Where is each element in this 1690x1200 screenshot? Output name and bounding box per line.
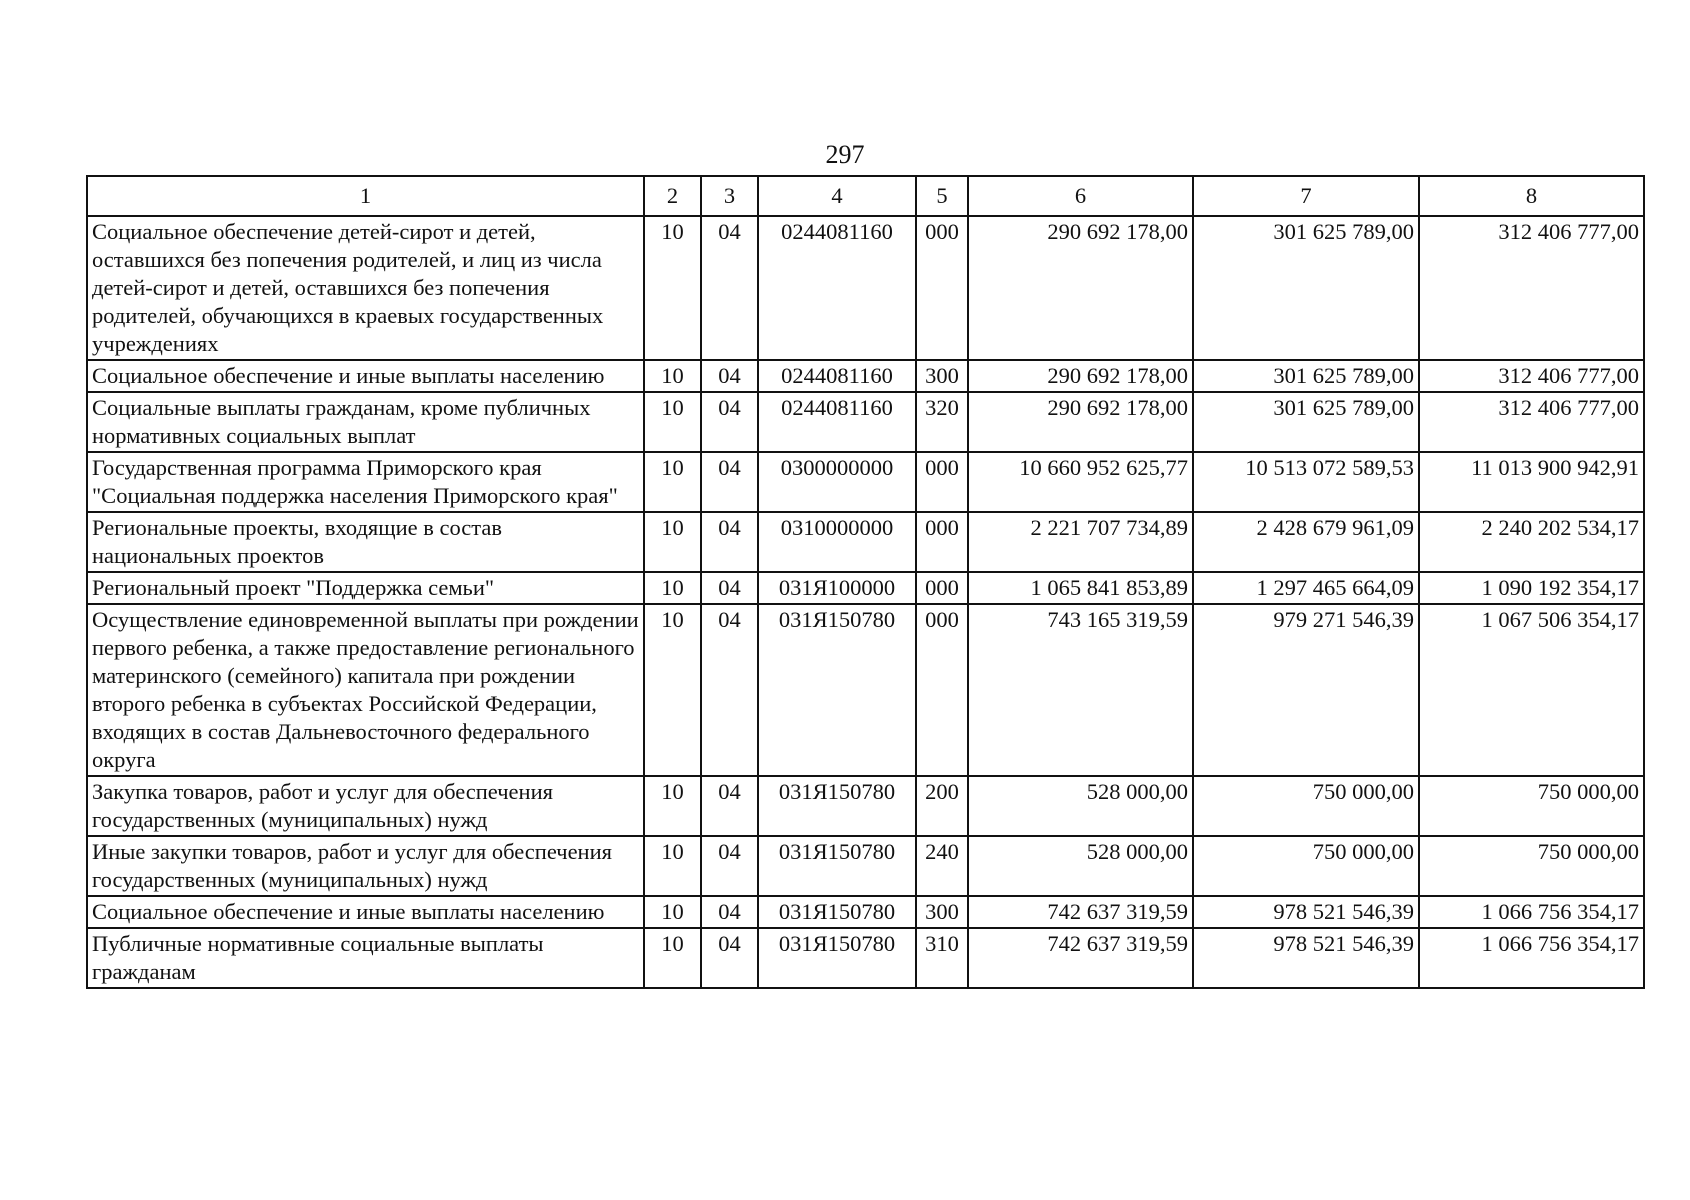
section-code: 10	[644, 392, 701, 452]
amount-col-6: 742 637 319,59	[968, 896, 1193, 928]
target-article-code: 0244081160	[758, 216, 916, 360]
target-article-code: 031Я150780	[758, 928, 916, 988]
amount-col-7: 979 271 546,39	[1193, 604, 1419, 776]
amount-col-8: 1 090 192 354,17	[1419, 572, 1644, 604]
table-row	[87, 512, 1644, 572]
table-row	[87, 896, 1644, 928]
section-code: 10	[644, 216, 701, 360]
section-code: 10	[644, 452, 701, 512]
amount-col-7: 978 521 546,39	[1193, 896, 1419, 928]
amount-col-8: 312 406 777,00	[1419, 392, 1644, 452]
table-row	[87, 928, 1644, 988]
table-row	[87, 776, 1644, 836]
target-article-code: 031Я150780	[758, 896, 916, 928]
section-code: 10	[644, 360, 701, 392]
expense-type-code: 000	[916, 512, 968, 572]
table-row	[87, 392, 1644, 452]
row-name: Социальное обеспечение и иные выплаты населению	[87, 896, 644, 928]
section-code: 10	[644, 776, 701, 836]
row-name: Осуществление единовременной выплаты при рождении первого ребенка, а также предоставление регионального материнского (семейного) капитала при рождении второго ребенка в субъектах Российской Федерации, входящих в состав Дальневосточного федерального округа	[87, 604, 644, 776]
amount-col-8: 1 066 756 354,17	[1419, 896, 1644, 928]
header-cell-6: 6	[968, 176, 1193, 216]
amount-col-6: 743 165 319,59	[968, 604, 1193, 776]
amount-col-7: 10 513 072 589,53	[1193, 452, 1419, 512]
amount-col-8: 750 000,00	[1419, 776, 1644, 836]
table-row	[87, 604, 1644, 776]
target-article-code: 0244081160	[758, 360, 916, 392]
target-article-code: 031Я150780	[758, 836, 916, 896]
amount-col-7: 301 625 789,00	[1193, 216, 1419, 360]
amount-col-8: 1 066 756 354,17	[1419, 928, 1644, 988]
row-name: Социальное обеспечение и иные выплаты населению	[87, 360, 644, 392]
target-article-code: 0310000000	[758, 512, 916, 572]
expense-type-code: 000	[916, 604, 968, 776]
table-row	[87, 836, 1644, 896]
header-cell-2: 2	[644, 176, 701, 216]
expense-type-code: 000	[916, 452, 968, 512]
header-cell-3: 3	[701, 176, 758, 216]
header-cell-5: 5	[916, 176, 968, 216]
amount-col-6: 290 692 178,00	[968, 360, 1193, 392]
target-article-code: 0300000000	[758, 452, 916, 512]
header-row	[87, 176, 1644, 216]
amount-col-8: 1 067 506 354,17	[1419, 604, 1644, 776]
section-code: 10	[644, 512, 701, 572]
section-code: 10	[644, 572, 701, 604]
section-code: 10	[644, 836, 701, 896]
amount-col-8: 750 000,00	[1419, 836, 1644, 896]
amount-col-6: 2 221 707 734,89	[968, 512, 1193, 572]
row-name: Публичные нормативные социальные выплаты гражданам	[87, 928, 644, 988]
expense-type-code: 300	[916, 360, 968, 392]
header-cell-7: 7	[1193, 176, 1419, 216]
target-article-code: 0244081160	[758, 392, 916, 452]
row-name: Закупка товаров, работ и услуг для обеспечения государственных (муниципальных) нужд	[87, 776, 644, 836]
row-name: Региональный проект "Поддержка семьи"	[87, 572, 644, 604]
amount-col-7: 978 521 546,39	[1193, 928, 1419, 988]
subsection-code: 04	[701, 360, 758, 392]
subsection-code: 04	[701, 216, 758, 360]
amount-col-8: 312 406 777,00	[1419, 216, 1644, 360]
section-code: 10	[644, 604, 701, 776]
table-row	[87, 572, 1644, 604]
expense-type-code: 300	[916, 896, 968, 928]
amount-col-7: 2 428 679 961,09	[1193, 512, 1419, 572]
section-code: 10	[644, 896, 701, 928]
row-name: Социальные выплаты гражданам, кроме публичных нормативных социальных выплат	[87, 392, 644, 452]
subsection-code: 04	[701, 452, 758, 512]
header-cell-1: 1	[87, 176, 644, 216]
target-article-code: 031Я100000	[758, 572, 916, 604]
expense-type-code: 310	[916, 928, 968, 988]
amount-col-6: 742 637 319,59	[968, 928, 1193, 988]
row-name: Региональные проекты, входящие в состав национальных проектов	[87, 512, 644, 572]
amount-col-7: 301 625 789,00	[1193, 392, 1419, 452]
amount-col-7: 750 000,00	[1193, 836, 1419, 896]
subsection-code: 04	[701, 836, 758, 896]
expense-type-code: 240	[916, 836, 968, 896]
amount-col-7: 1 297 465 664,09	[1193, 572, 1419, 604]
amount-col-7: 301 625 789,00	[1193, 360, 1419, 392]
subsection-code: 04	[701, 512, 758, 572]
amount-col-8: 2 240 202 534,17	[1419, 512, 1644, 572]
expense-type-code: 000	[916, 216, 968, 360]
target-article-code: 031Я150780	[758, 604, 916, 776]
amount-col-6: 290 692 178,00	[968, 216, 1193, 360]
subsection-code: 04	[701, 604, 758, 776]
row-name: Социальное обеспечение детей-сирот и детей, оставшихся без попечения родителей, и лиц из числа детей-сирот и детей, оставшихся без попечения родителей, обучающихся в краевых государственных учреждениях	[87, 216, 644, 360]
row-name: Государственная программа Приморского края "Социальная поддержка населения Приморского края"	[87, 452, 644, 512]
budget-table	[86, 175, 1645, 989]
target-article-code: 031Я150780	[758, 776, 916, 836]
expense-type-code: 200	[916, 776, 968, 836]
table-row	[87, 360, 1644, 392]
expense-type-code: 320	[916, 392, 968, 452]
amount-col-6: 1 065 841 853,89	[968, 572, 1193, 604]
amount-col-7: 750 000,00	[1193, 776, 1419, 836]
subsection-code: 04	[701, 572, 758, 604]
expense-type-code: 000	[916, 572, 968, 604]
amount-col-6: 528 000,00	[968, 836, 1193, 896]
page-number: 297	[825, 140, 865, 169]
subsection-code: 04	[701, 928, 758, 988]
amount-col-6: 528 000,00	[968, 776, 1193, 836]
table-row	[87, 452, 1644, 512]
header-cell-8: 8	[1419, 176, 1644, 216]
amount-col-8: 312 406 777,00	[1419, 360, 1644, 392]
amount-col-6: 290 692 178,00	[968, 392, 1193, 452]
subsection-code: 04	[701, 776, 758, 836]
subsection-code: 04	[701, 896, 758, 928]
amount-col-6: 10 660 952 625,77	[968, 452, 1193, 512]
table-row	[87, 216, 1644, 360]
header-cell-4: 4	[758, 176, 916, 216]
amount-col-8: 11 013 900 942,91	[1419, 452, 1644, 512]
row-name: Иные закупки товаров, работ и услуг для обеспечения государственных (муниципальных) нужд	[87, 836, 644, 896]
subsection-code: 04	[701, 392, 758, 452]
section-code: 10	[644, 928, 701, 988]
